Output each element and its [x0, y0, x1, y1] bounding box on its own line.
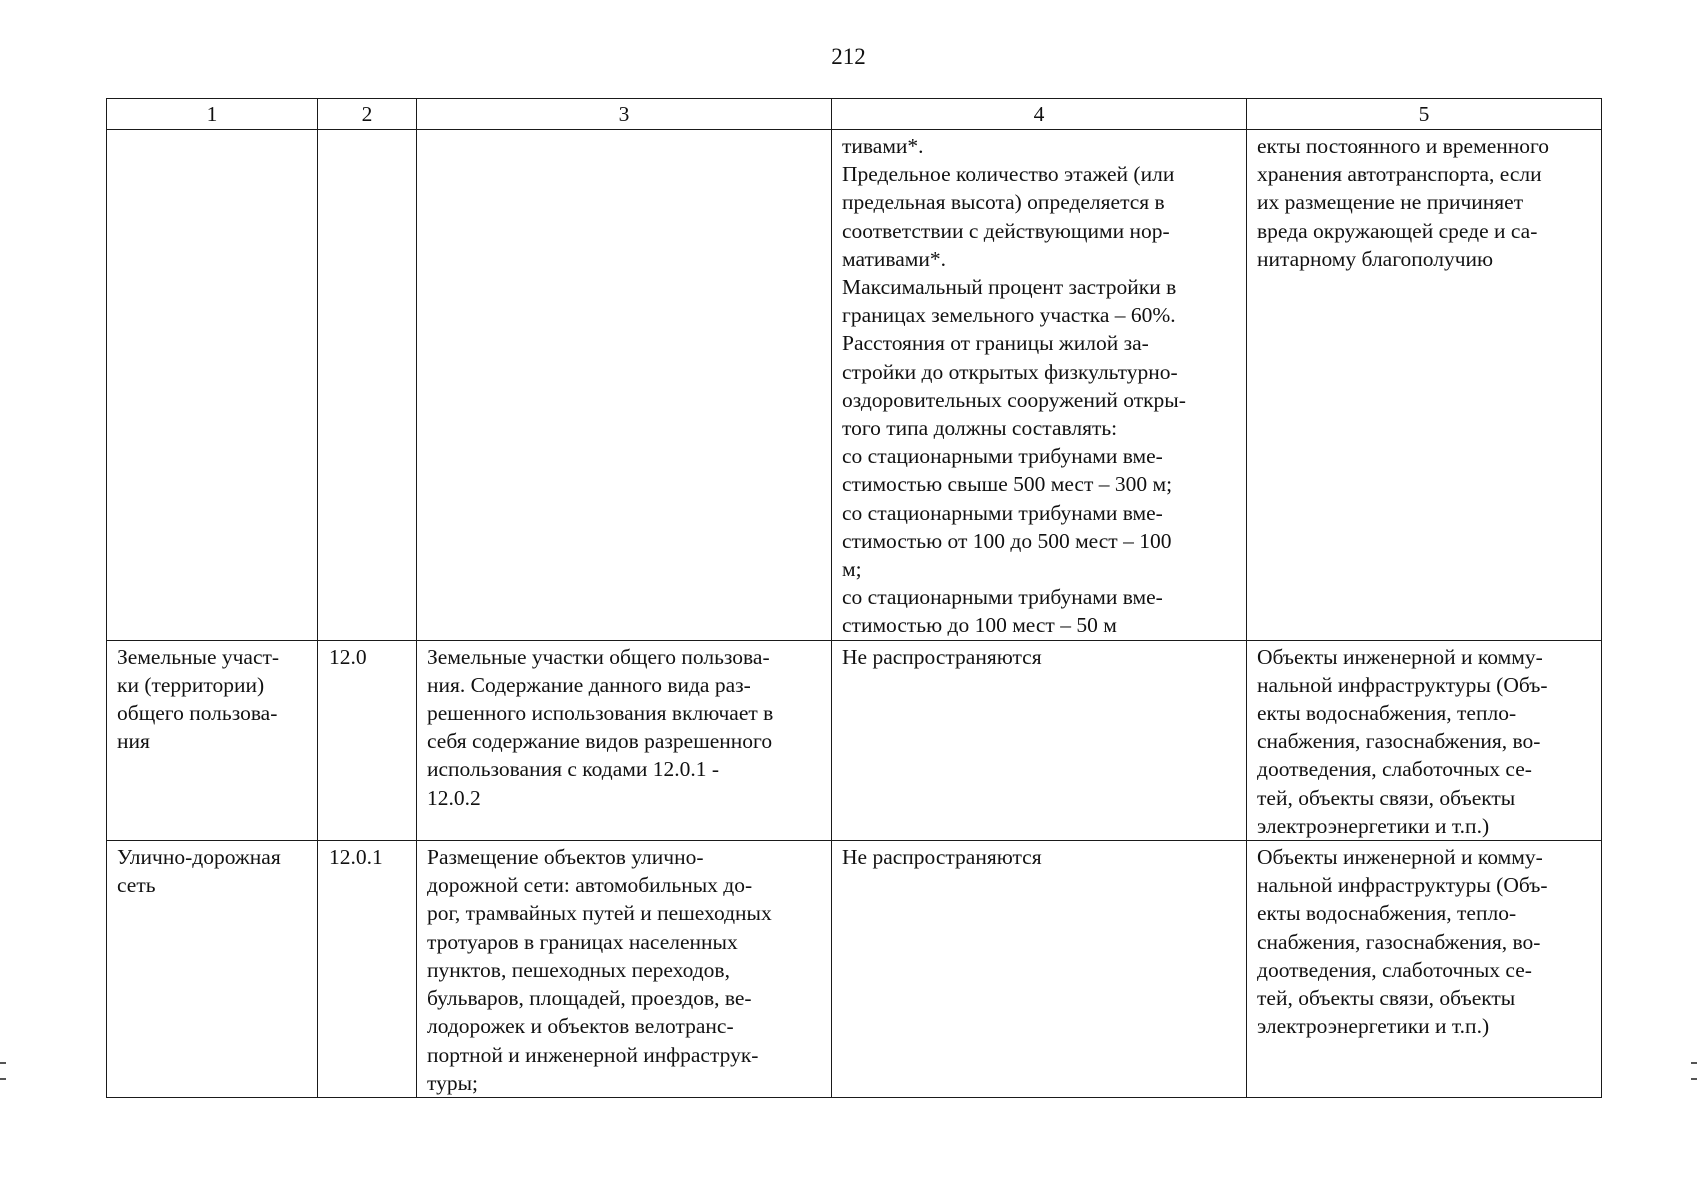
- cell-text-line: Земельные участки общего пользова-: [427, 644, 770, 669]
- cell-text-line: пунктов, пешеходных переходов,: [427, 957, 730, 982]
- cell-text-line: туры;: [427, 1070, 479, 1095]
- cell-auxiliary-uses: [1247, 640, 1602, 840]
- page-number: 212: [831, 44, 866, 69]
- scan-edge-mark: [0, 1078, 6, 1080]
- cell-parameters: [832, 130, 1247, 641]
- cell-text-line: 12.0.1: [329, 845, 383, 870]
- cell-text-line: общего пользова-: [117, 701, 278, 726]
- cell-land-use-name: [107, 640, 318, 840]
- cell-text-line: со стационарными трибунами вме-: [842, 444, 1163, 469]
- cell-text-line: нитарному благополучию: [1257, 246, 1494, 271]
- header-col-1: 1: [107, 99, 318, 130]
- scan-edge-mark: [0, 1062, 6, 1064]
- cell-text-line: Объекты инженерной и комму-: [1257, 845, 1543, 870]
- cell-text-line: сеть: [117, 873, 156, 898]
- cell-text-line: предельная высота) определяется в: [842, 190, 1165, 215]
- cell-text-line: нальной инфраструктуры (Объ-: [1257, 672, 1548, 697]
- cell-text-line: 12.0: [329, 644, 367, 669]
- cell-text-line: лодорожек и объектов велотранс-: [427, 1014, 734, 1039]
- cell-text-line: вреда окружающей среде и са-: [1257, 218, 1538, 243]
- header-col-3: 3: [417, 99, 832, 130]
- table-row-12-0: [107, 640, 1602, 840]
- cell-text-line: стимостью от 100 до 500 мест – 100: [842, 528, 1172, 553]
- cell-text-line: использования с кодами 12.0.1 -: [427, 757, 720, 782]
- table-row-12-0-1: [107, 841, 1602, 1098]
- cell-text-line: стимостью до 100 мест – 50 м: [842, 613, 1117, 638]
- header-col-5: 5: [1247, 99, 1602, 130]
- cell-description: [417, 640, 832, 840]
- cell-text-line: доотведения, слаботочных се-: [1257, 757, 1532, 782]
- cell-text-line: Не распространяются: [842, 644, 1042, 669]
- cell-text-line: Земельные участ-: [117, 644, 280, 669]
- cell-text-line: снабжения, газоснабжения, во-: [1257, 929, 1541, 954]
- cell-text-line: Объекты инженерной и комму-: [1257, 644, 1543, 669]
- cell-text-line: Предельное количество этажей (или: [842, 162, 1175, 187]
- cell-text-line: дорожной сети: автомобильных до-: [427, 873, 753, 898]
- cell-text-line: тротуаров в границах населенных: [427, 929, 738, 954]
- cell-text-line: со стационарными трибунами вме-: [842, 585, 1163, 610]
- cell-text-line: Улично-дорожная: [117, 845, 281, 870]
- cell-text-line: их размещение не причиняет: [1257, 190, 1524, 215]
- cell-text-line: Максимальный процент застройки в: [842, 275, 1177, 300]
- cell-description: [417, 130, 832, 641]
- table-row-continuation: [107, 130, 1602, 641]
- cell-text-line: ния. Содержание данного вида раз-: [427, 672, 751, 697]
- cell-code: [318, 130, 417, 641]
- cell-text-line: мативами*.: [842, 246, 946, 271]
- cell-text-line: тей, объекты связи, объекты: [1257, 986, 1516, 1011]
- cell-text-line: екты водоснабжения, тепло-: [1257, 901, 1517, 926]
- cell-code: [318, 841, 417, 1098]
- cell-text-line: стимостью свыше 500 мест – 300 м;: [842, 472, 1173, 497]
- cell-auxiliary-uses: [1247, 130, 1602, 641]
- cell-description: [417, 841, 832, 1098]
- cell-text-line: Расстояния от границы жилой за-: [842, 331, 1149, 356]
- cell-parameters: [832, 640, 1247, 840]
- cell-text-line: электроэнергетики и т.п.): [1257, 813, 1490, 838]
- cell-text-line: решенного использования включает в: [427, 701, 774, 726]
- cell-text-line: себя содержание видов разрешенного: [427, 729, 773, 754]
- cell-text-line: нальной инфраструктуры (Объ-: [1257, 873, 1548, 898]
- cell-text-line: электроэнергетики и т.п.): [1257, 1014, 1490, 1039]
- header-col-4: 4: [832, 99, 1247, 130]
- cell-text-line: рог, трамвайных путей и пешеходных: [427, 901, 772, 926]
- cell-text-line: бульваров, площадей, проездов, ве-: [427, 986, 752, 1011]
- cell-text-line: ки (территории): [117, 672, 265, 697]
- cell-text-line: екты водоснабжения, тепло-: [1257, 701, 1517, 726]
- zoning-table: [106, 98, 1602, 1098]
- scan-edge-mark: [1691, 1062, 1697, 1064]
- header-col-2: 2: [318, 99, 417, 130]
- cell-text-line: портной и инженерной инфраструк-: [427, 1042, 759, 1067]
- cell-text-line: екты постоянного и временного: [1257, 134, 1550, 158]
- cell-text-line: оздоровительных сооружений откры-: [842, 387, 1186, 412]
- cell-land-use-name: [107, 130, 318, 641]
- cell-text-line: Не распространяются: [842, 845, 1042, 870]
- cell-text-line: того типа должны составлять:: [842, 416, 1118, 441]
- cell-auxiliary-uses: [1247, 841, 1602, 1098]
- cell-land-use-name: [107, 841, 318, 1098]
- cell-text-line: хранения автотранспорта, если: [1257, 162, 1542, 187]
- cell-text-line: доотведения, слаботочных се-: [1257, 957, 1532, 982]
- cell-text-line: со стационарными трибунами вме-: [842, 500, 1163, 525]
- cell-text-line: тей, объекты связи, объекты: [1257, 785, 1516, 810]
- cell-text-line: м;: [842, 557, 862, 582]
- header-row: [107, 99, 1602, 130]
- cell-text-line: соответствии с действующими нор-: [842, 218, 1170, 243]
- cell-parameters: [832, 841, 1247, 1098]
- cell-text-line: стройки до открытых физкультурно-: [842, 359, 1178, 384]
- cell-text-line: границах земельного участка – 60%.: [842, 303, 1176, 328]
- cell-text-line: снабжения, газоснабжения, во-: [1257, 729, 1541, 754]
- cell-text-line: 12.0.2: [427, 785, 481, 810]
- cell-text-line: Размещение объектов улично-: [427, 845, 704, 870]
- cell-text-line: тивами*.: [842, 134, 924, 158]
- cell-text-line: ния: [117, 729, 150, 754]
- cell-code: [318, 640, 417, 840]
- scan-edge-mark: [1691, 1078, 1697, 1080]
